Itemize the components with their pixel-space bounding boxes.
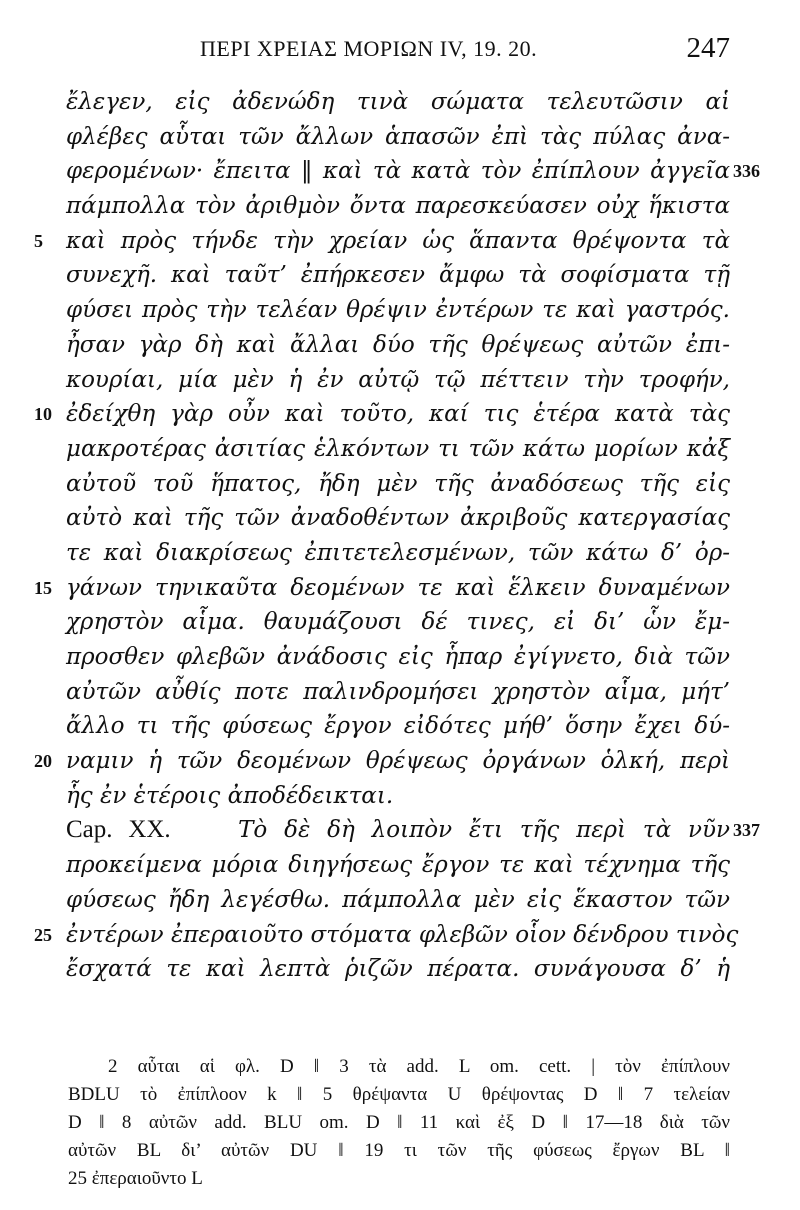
text-line <box>0 918 800 953</box>
text-line <box>0 675 800 710</box>
apparatus-line: D ‖ 8 αὐτῶν add. BLU om. D ‖ 11 καὶ ἐξ D ‖ 17—18 διὰ τῶν <box>68 1112 730 1133</box>
line-text: φερομένων· ἔπειτα ‖ καὶ τὰ κατὰ τὸν ἐπίπλουν ἀγγεῖα <box>66 158 730 185</box>
text-line <box>0 120 800 155</box>
text-line <box>0 293 800 328</box>
text-line <box>0 258 800 293</box>
text-line <box>0 883 800 918</box>
line-text: καὶ πρὸς τήνδε τὴν χρείαν ὡς ἅπαντα θρέψοντα τὰ <box>66 227 730 254</box>
line-text: φλέβες αὗται τῶν ἄλλων ἁπασῶν ἐπὶ τὰς πύλας ἀνα- <box>66 123 730 150</box>
line-text: τε καὶ διακρίσεως ἐπιτετελεσμένων, τῶν κάτω δ’ ὀρ- <box>66 539 730 566</box>
apparatus-line: αὐτῶν BL δι’ αὐτῶν DU ‖ 19 τι τῶν τῆς φύσεως ἔργων BL ‖ <box>68 1140 730 1161</box>
line-text: πάμπολλα τὸν ἀριθμὸν ὄντα παρεσκεύασεν οὐχ ἥκιστα <box>66 193 730 220</box>
line-text: φύσει πρὸς τὴν τελέαν θρέψιν ἐντέρων τε καὶ γαστρός. <box>66 297 730 324</box>
line-text: ἧς ἐν ἑτέροις ἀποδέδεικται. <box>66 782 394 809</box>
text-line <box>0 813 800 848</box>
page-header <box>200 32 730 68</box>
line-text: αὐτοῦ τοῦ ἥπατος, ἤδη μὲν τῆς ἀναδόσεως τῆς εἰς <box>66 470 730 497</box>
text-line <box>0 571 800 606</box>
line-text: ἐδείχθη γὰρ οὖν καὶ τοῦτο, καί τις ἑτέρα κατὰ τὰς <box>66 401 730 428</box>
text-line <box>0 432 800 467</box>
line-text: συνεχῆ. καὶ ταῦτ’ ἐπήρκεσεν ἄμφω τὰ σοφίσματα τῇ <box>66 262 730 289</box>
text-line <box>0 536 800 571</box>
main-text <box>0 85 800 987</box>
line-number: 10 <box>34 404 52 425</box>
text-line <box>0 952 800 987</box>
line-text: ἔσχατά τε καὶ λεπτὰ ῥιζῶν πέρατα. συνάγουσα δ’ ἡ <box>66 956 730 983</box>
text-line <box>0 397 800 432</box>
line-text: ἐντέρων ἐπεραιοῦτο στόματα φλεβῶν οἷον δένδρου τινὸς <box>66 921 739 948</box>
apparatus-line: 2 αὗται αἱ φλ. D ‖ 3 τὰ add. L om. cett. | τὸν ἐπίπλουν <box>108 1056 730 1077</box>
running-title: ΠΕΡΙ ΧΡΕΙΑΣ ΜΟΡΙΩΝ IV, 19. 20. <box>200 36 538 61</box>
chapter-opening-text: Τὸ δὲ δὴ λοιπὸν ἔτι τῆς περὶ τὰ νῦν <box>238 817 730 844</box>
line-text: μακροτέρας ἀσιτίας ἑλκόντων τι τῶν κάτω μορίων κἀξ <box>66 435 730 462</box>
apparatus-line: BDLU τὸ ἐπίπλοον k ‖ 5 θρέψαντα U θρέψοντας D ‖ 7 τελείαν <box>68 1084 730 1105</box>
text-line <box>0 467 800 502</box>
margin-page-reference: 336 <box>733 161 760 182</box>
text-line <box>0 154 800 189</box>
line-text: αὐτῶν αὖθίς ποτε παλινδρομήσει χρηστὸν αἷμα, μήτ’ <box>66 678 730 705</box>
text-line <box>0 501 800 536</box>
text-line <box>0 85 800 120</box>
line-text: ἦσαν γὰρ δὴ καὶ ἄλλαι δύο τῆς θρέψεως αὐτῶν ἐπι- <box>66 331 730 358</box>
line-text: ἄλλο τι τῆς φύσεως ἔργον εἰδότες μήθ’ ὅσην ἔχει δύ- <box>66 713 730 740</box>
text-line <box>0 744 800 779</box>
chapter-label: Cap. XX. <box>66 816 171 844</box>
line-text <box>66 813 730 848</box>
critical-apparatus <box>68 1053 730 1193</box>
text-line <box>0 224 800 259</box>
line-text: γάνων τηνικαῦτα δεομένων τε καὶ ἕλκειν δυναμένων <box>66 574 730 601</box>
line-text: φύσεως ἤδη λεγέσθω. πάμπολλα μὲν εἰς ἕκαστον τῶν <box>66 886 730 913</box>
line-text: προσθεν φλεβῶν ἀνάδοσις εἰς ἧπαρ ἐγίγνετο, διὰ τῶν <box>66 644 730 670</box>
margin-page-reference: 337 <box>733 820 760 841</box>
line-text: ναμιν ἡ τῶν δεομένων θρέψεως ὀργάνων ὁλκή, περὶ <box>66 748 730 775</box>
text-line <box>0 848 800 883</box>
text-line <box>0 328 800 363</box>
text-line <box>0 605 800 640</box>
line-text: κουρίαι, μία μὲν ἡ ἐν αὐτῷ τῷ πέττειν τὴν τροφήν, <box>66 366 730 393</box>
line-number: 25 <box>34 924 52 945</box>
line-text: ἔλεγεν, εἰς ἀδενώδη τινὰ σώματα τελευτῶσιν αἱ <box>66 89 730 115</box>
line-number: 5 <box>34 230 43 251</box>
line-text: χρηστὸν αἷμα. θαυμάζουσι δέ τινες, εἰ δι’ ὧν ἔμ- <box>66 609 730 636</box>
text-line <box>0 189 800 224</box>
page-number: 247 <box>686 32 730 64</box>
text-line <box>0 363 800 398</box>
line-number: 20 <box>34 751 52 772</box>
apparatus-line: 25 ἐπεραιοῦντο L <box>68 1168 203 1189</box>
text-line <box>0 709 800 744</box>
line-text: προκείμενα μόρια διηγήσεως ἔργον τε καὶ τέχνημα τῆς <box>66 852 730 879</box>
text-line <box>0 640 800 675</box>
line-text: αὐτὸ καὶ τῆς τῶν ἀναδοθέντων ἀκριβοῦς κατεργασίας <box>66 505 730 532</box>
text-line <box>0 779 800 814</box>
line-number: 15 <box>34 577 52 598</box>
